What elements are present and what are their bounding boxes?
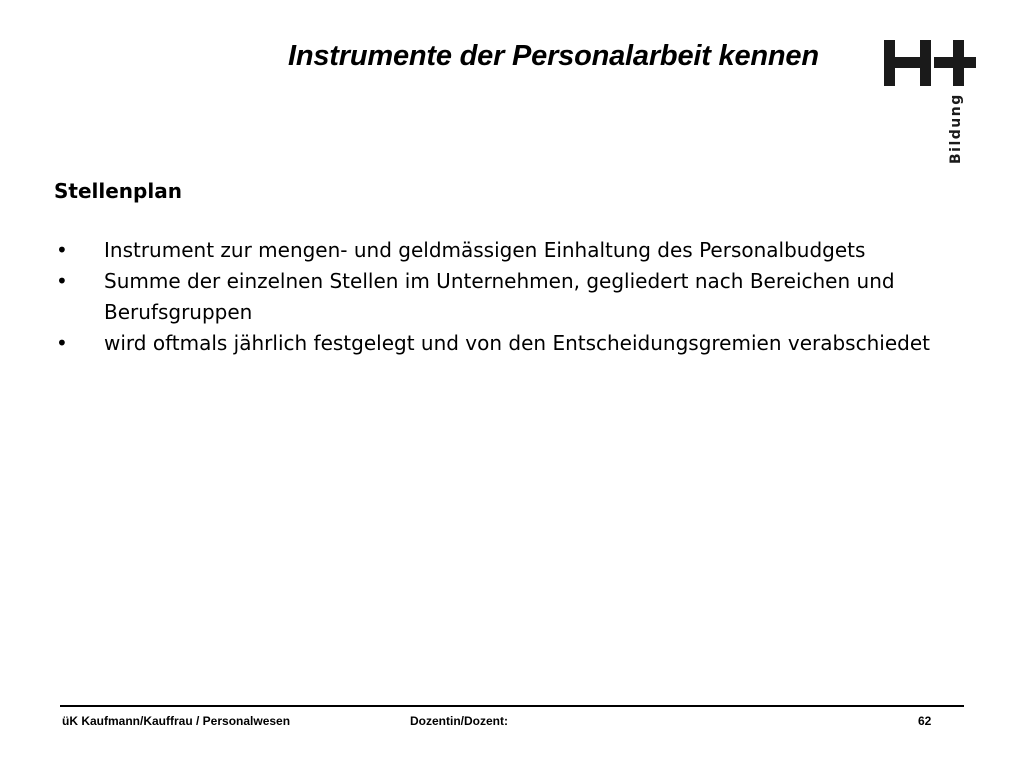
bullet-item	[54, 266, 944, 328]
footer-page-number: 62	[918, 714, 932, 728]
section-heading: Stellenplan	[54, 179, 182, 203]
bullet-text: Instrument zur mengen- und geldmässigen Einhaltung des Personalbudgets	[104, 238, 866, 262]
footer-divider	[60, 705, 964, 707]
bullet-marker: •	[56, 238, 68, 262]
bullet-text: wird oftmals jährlich festgelegt und von den Entscheidungsgremien verabschiedet	[104, 331, 930, 355]
slide-title: Instrumente der Personalarbeit kennen	[288, 40, 819, 72]
bullet-list	[54, 235, 954, 359]
bullet-text: Summe der einzelnen Stellen im Unternehmen, gegliedert nach Bereichen und Berufsgruppen	[104, 269, 895, 324]
bullet-item	[54, 235, 944, 266]
footer-instructor-label: Dozentin/Dozent:	[410, 714, 508, 728]
footer-course-label: üK Kaufmann/Kauffrau / Personalwesen	[62, 714, 291, 728]
slide-content	[54, 176, 954, 359]
h-plus-logo-graphic	[882, 38, 982, 168]
bullet-marker: •	[56, 269, 68, 293]
h-plus-bildung-logo	[882, 38, 982, 168]
bullet-marker: •	[56, 331, 68, 355]
bullet-item	[54, 328, 944, 359]
svg-text:Bildung: Bildung	[948, 93, 964, 164]
